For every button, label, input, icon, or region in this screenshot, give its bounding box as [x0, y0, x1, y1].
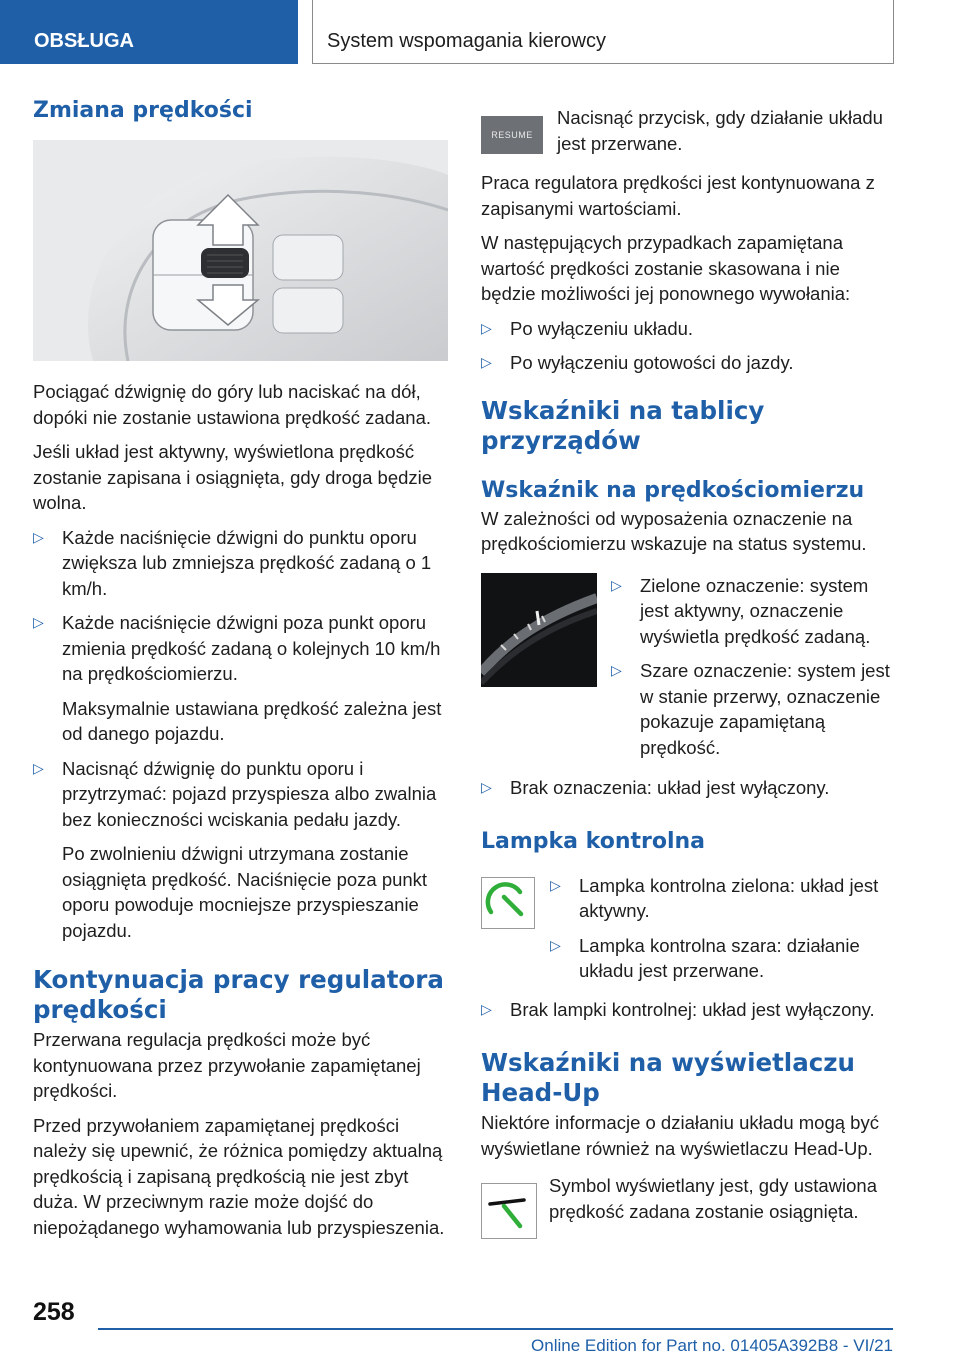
list-item-text: Brak oznaczenia: układ jest wyłączony. [510, 777, 830, 798]
list-item-text: Każde naciśnięcie dźwigni poza punkt oporu zmienia prędkość zadaną o kolejnych 10 km/h na prędkościomierzu. [62, 612, 441, 684]
section-tab [0, 0, 298, 64]
list-item-note: Po zwolnieniu dźwigni utrzymana zostanie osiągnięta prędkość. Naciśnięcie poza punkt oporu powoduje mocniejsze przyspieszanie pojazdu. [62, 843, 428, 941]
edition-label: Online Edition for Part no. 01405A392B8 - VI/21 [531, 1336, 893, 1355]
list-item [481, 350, 893, 376]
paragraph: Symbol wyświetlany jest, gdy ustawiona prędkość zadana zostanie osiągnięta. [549, 1175, 878, 1222]
right-column [481, 96, 893, 1239]
heading-zmiana-predkosci: Zmiana prędkości [33, 98, 253, 123]
heading-kontynuacja: Kontynuacja pracy regulatora prędkości [33, 965, 444, 1024]
list-item-text: Szare oznaczenie: system jest w stanie przerwy, oznaczenie pokazuje zapamiętaną prędkość. [640, 660, 890, 758]
paragraph: Jeśli układ jest aktywny, wyświetlona prędkość zostanie zapisana i osiągnięta, gdy droga będzie wolna. [33, 441, 433, 513]
list-item-text: Każde naciśnięcie dźwigni do punktu oporu zwiększa lub zmniejsza prędkość zadaną o 1 km/h. [62, 526, 432, 599]
triangle-bullet-icon: ▷ [33, 528, 44, 545]
hud-speed-symbol-icon [481, 1183, 537, 1239]
list-item [550, 933, 893, 984]
triangle-bullet-icon: ▷ [611, 576, 622, 593]
triangle-bullet-icon: ▷ [481, 354, 492, 370]
left-column [33, 96, 448, 1249]
paragraph: Niektóre informacje o działaniu układu mogą być wyświetlane również na wyświetlaczu Head-Up. [481, 1112, 879, 1159]
paragraph: Nacisnąć przycisk, gdy działanie układu jest przerwane. [557, 107, 883, 154]
list-item [33, 756, 448, 944]
heading-wskaznik-predkosciomierz: Wskaźnik na prędkościomierzu [481, 477, 865, 503]
paragraph: Przerwana regulacja prędkości może być kontynuowana przez przywołanie zapamiętanej prędkości. [33, 1029, 421, 1101]
resume-button-icon: RESUME [481, 116, 543, 154]
chapter-label: System wspomagania kierowcy [327, 30, 606, 52]
list-item [481, 997, 893, 1023]
list-item-text: Po wyłączeniu układu. [510, 317, 694, 339]
triangle-bullet-icon: ▷ [481, 779, 492, 795]
page-number: 258 [33, 1298, 75, 1326]
lamp-row [481, 873, 893, 993]
list-item-text: Lampka kontrolna szara: działanie układu jest przerwane. [579, 934, 860, 981]
list-item [33, 525, 448, 602]
list-item-text: Zielone oznaczenie: system jest aktywny, oznaczenie wyświetla prędkość zadaną. [640, 574, 871, 647]
chapter-header [312, 0, 894, 64]
speedometer-legend [611, 573, 893, 770]
paragraph: Przed przywołaniem zapamiętanej prędkości należy się upewnić, że różnica pomiędzy aktualną prędkością i zapisaną prędkością nie jest zbyt duża. W przeciwnym razie może dojść do niepożądanego wyhamowania lub przyspieszenia. [33, 1114, 445, 1238]
paragraph: W zależności od wyposażenia oznaczenie na prędkościomierzu wskazuje na status systemu. [481, 507, 867, 554]
heading-lampka-kontrolna: Lampka kontrolna [481, 828, 706, 854]
heading-wskazniki-tablica: Wskaźniki na tablicy przyrządów [481, 395, 765, 455]
triangle-bullet-icon: ▷ [611, 662, 622, 678]
list-item [611, 573, 893, 650]
paragraph: W następujących przypadkach zapamiętana wartość prędkości zostanie skasowana i nie będzie możliwości jej ponownego wywołania: [481, 232, 851, 304]
list-item [33, 610, 448, 747]
list-item [481, 316, 893, 342]
paragraph: Pociągać dźwignię do góry lub naciskać na dół, dopóki nie zostanie ustawiona prędkość zadana. [33, 381, 432, 428]
footer-divider [98, 1328, 893, 1330]
list-item-text: Po wyłączeniu gotowości do jazdy. [510, 352, 794, 373]
triangle-bullet-icon: ▷ [33, 614, 44, 630]
triangle-bullet-icon: ▷ [481, 1000, 492, 1017]
triangle-bullet-icon: ▷ [33, 759, 44, 776]
section-label: OBSŁUGA [34, 30, 134, 52]
resume-row [481, 105, 893, 156]
lamp-legend [550, 873, 893, 993]
list-item [481, 775, 893, 801]
triangle-bullet-icon: ▷ [481, 319, 492, 336]
list-item-text: Nacisnąć dźwignię do punktu oporu i przytrzymać: pojazd przyspiesza albo zwalnia bez konieczności wciskania pedału jazdy. [62, 757, 437, 830]
speedometer-row [481, 573, 893, 770]
heading-head-up: Wskaźniki na wyświetlaczu Head-Up [481, 1048, 855, 1107]
list-item-text: Lampka kontrolna zielona: układ jest aktywny. [579, 874, 879, 921]
triangle-bullet-icon: ▷ [550, 936, 561, 953]
triangle-bullet-icon: ▷ [550, 876, 561, 893]
list-item [550, 873, 893, 924]
hud-row [481, 1173, 893, 1239]
steering-lever-photo [33, 140, 448, 361]
paragraph: Praca regulatora prędkości jest kontynuowana z zapisanymi wartościami. [481, 172, 875, 219]
list-item-text: Brak lampki kontrolnej: układ jest wyłączony. [510, 998, 875, 1020]
list-item-note: Maksymalnie ustawiana prędkość zależna jest od danego pojazdu. [62, 697, 442, 744]
green-speed-indicator-icon [481, 877, 535, 929]
list-item [611, 658, 893, 760]
speedometer-photo [481, 573, 597, 687]
